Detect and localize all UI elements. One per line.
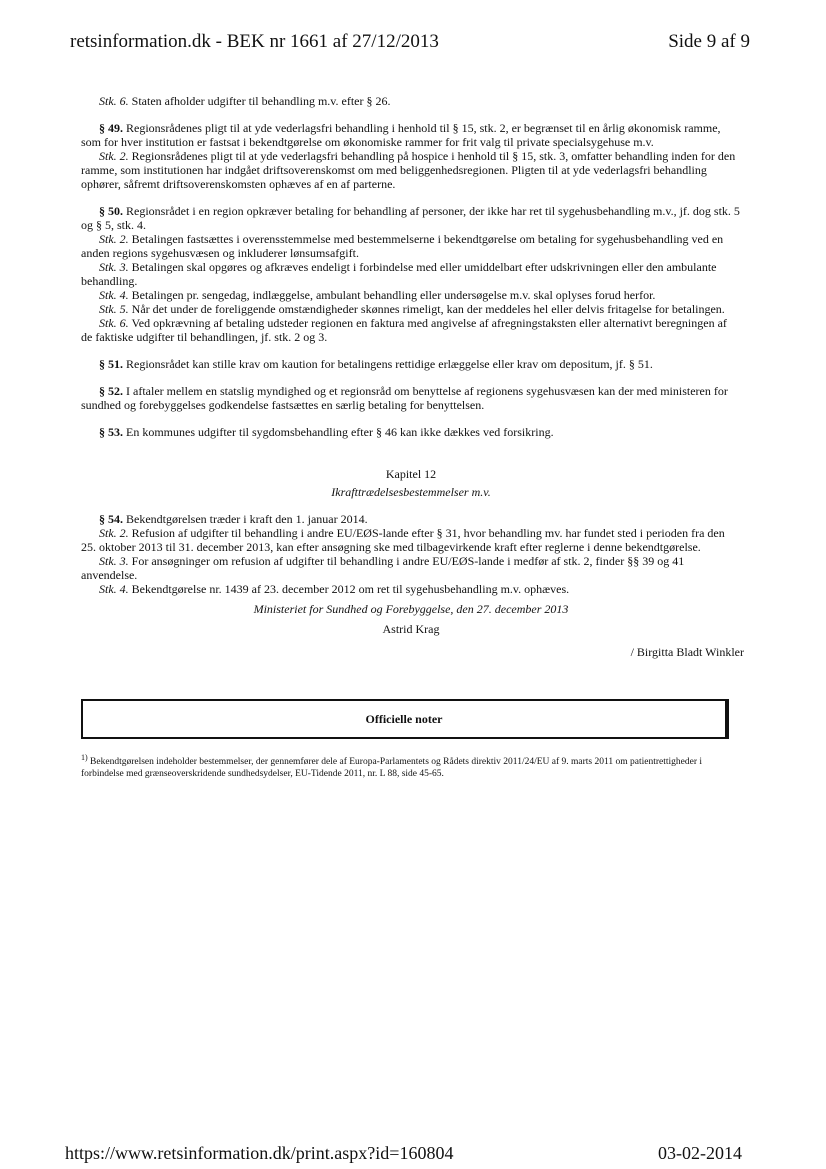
paragraph-text: For ansøgninger om refusion af udgifter til behandling i andre EU/EØS-lande i medfør af stk. 2, finder §§ 39 og 41 anvendelse. (81, 554, 685, 582)
official-notes-title: Officielle noter (365, 711, 443, 726)
chapter-subtitle: Ikrafttrædelsesbestemmelser m.v. (331, 485, 491, 499)
section-number: § 51. (99, 357, 123, 371)
section-number: § 54. (99, 512, 123, 526)
section-number: § 52. (99, 384, 123, 398)
paragraph-text: Refusion af udgifter til behandling i andre EU/EØS-lande efter § 31, hvor behandling mv. har fundet sted i perioden fra den 25. oktober 2013 til 31. december 2013, kan efter ansøgning ske med tilbagevirkende kraft efter reglerne i denne bekendtgørelse. (81, 526, 725, 554)
signature-ministry: Ministeriet for Sundhed og Forebyggelse, den 27. december 2013 (253, 602, 569, 616)
paragraph-label: Stk. 2. (99, 526, 129, 540)
paragraph-stk-6 (81, 94, 741, 108)
section-text: Regionsrådenes pligt til at yde vederlagsfri behandling i henhold til § 15, stk. 2, er begrænset til en årlig økonomisk ramme, som for hver institution er fastsat i bekendtgørelse om økonomiske rammer for frit valg til private specialsygehuse m.v. (81, 121, 721, 149)
footnote-marker: 1) (81, 753, 88, 762)
paragraph-text: Staten afholder udgifter til behandling m.v. efter § 26. (128, 94, 391, 108)
chapter-title: Kapitel 12 (385, 467, 437, 481)
paragraph-label: Stk. 3. (99, 260, 129, 274)
section-54-stk-4 (81, 582, 741, 596)
section-number: § 53. (99, 425, 123, 439)
signature-by: / Birgitta Bladt Winkler (630, 645, 744, 659)
paragraph-text: Ved opkrævning af betaling udsteder regionen en faktura med angivelse af afregningstaksten eller alternativt beregningen af de faktiske udgifter til behandlingen, jf. stk. 2 og 3. (81, 316, 727, 344)
section-text: Bekendtgørelsen træder i kraft den 1. januar 2014. (123, 512, 368, 526)
paragraph-text: Betalingen pr. sengedag, indlæggelse, ambulant behandling eller undersøgelse m.v. skal oplyses forud herfor. (128, 288, 656, 302)
section-50 (81, 204, 741, 232)
section-50-stk-3 (81, 260, 741, 288)
section-54-stk-3 (81, 554, 741, 582)
paragraph-text: Betalingen fastsættes i overensstemmelse med bestemmelserne i bekendtgørelse om betaling for sygehusbehandling ved en anden regions sygehusvæsen og inkluderer lønsumsafgift. (81, 232, 724, 260)
section-number: § 49. (99, 121, 123, 135)
header-page-number: Side 9 af 9 (668, 31, 750, 52)
paragraph-label: Stk. 4. (99, 288, 129, 302)
paragraph-label: Stk. 2. (99, 149, 129, 163)
section-50-stk-2 (81, 232, 741, 260)
footnote-text: Bekendtgørelsen indeholder bestemmelser, der gennemfører dele af Europa-Parlamentets og Rådets direktiv 2011/24/EU af 9. marts 2011 om patientrettigheder i forbindelse med grænseoverskridende sundhedsydelser, EU-Tidende 2011, nr. L 88, side 45-65. (81, 757, 703, 780)
footnote (81, 752, 731, 780)
section-50-stk-4 (81, 288, 741, 302)
section-text: Regionsrådet kan stille krav om kaution for betalingens rettidige erlæggelse eller krav om depositum, jf. § 51. (123, 357, 653, 371)
paragraph-label: Stk. 6. (99, 316, 129, 330)
paragraph-label: Stk. 3. (99, 554, 129, 568)
paragraph-label: Stk. 6. (99, 94, 129, 108)
section-text: I aftaler mellem en statslig myndighed og et regionsråd om benyttelse af regionens sygehusvæsen kan der med ministeren for sundhed og forebyggelses godkendelse fastsættes en særlig betaling for benyttelsen. (81, 384, 728, 412)
official-notes-heading-box (81, 699, 729, 739)
section-51 (81, 357, 741, 371)
paragraph-text: Bekendtgørelse nr. 1439 af 23. december 2012 om ret til sygehusbehandling m.v. ophæves. (128, 582, 570, 596)
section-53 (81, 425, 741, 439)
section-54 (81, 512, 741, 526)
section-text: En kommunes udgifter til sygdomsbehandling efter § 46 kan ikke dækkes ved forsikring. (123, 425, 554, 439)
signature-name: Astrid Krag (382, 622, 440, 636)
paragraph-text: Når det under de foreliggende omstændigheder skønnes rimeligt, kan der meddeles hel eller delvis fritagelse for betalingen. (128, 302, 725, 316)
paragraph-text: Betalingen skal opgøres og afkræves endeligt i forbindelse med eller umiddelbart efter udskrivningen eller den ambulante behandling. (81, 260, 717, 288)
paragraph-label: Stk. 4. (99, 582, 129, 596)
paragraph-label: Stk. 5. (99, 302, 129, 316)
section-number: § 50. (99, 204, 123, 218)
paragraph-label: Stk. 2. (99, 232, 129, 246)
section-52 (81, 384, 741, 412)
footer-url: https://www.retsinformation.dk/print.aspx?id=160804 (65, 1143, 454, 1163)
paragraph-text: Regionsrådenes pligt til at yde vederlagsfri behandling på hospice i henhold til § 15, stk. 3, omfatter behandling inden for den ramme, som institutionen har indgået driftsoverenskomst om med beliggenhedsregionen. Pligten til at yde vederlagsfri behandling ophører, såfremt driftsoverenskomsten ophæves af en af parterne. (81, 149, 736, 191)
section-text: Regionsrådet i en region opkræver betaling for behandling af personer, der ikke har ret til sygehusbehandling m.v., jf. dog stk. 5 og § 5, stk. 4. (81, 204, 740, 232)
section-50-stk-6 (81, 316, 741, 344)
section-49-stk-2 (81, 149, 741, 191)
document-body (81, 94, 744, 659)
header-title: retsinformation.dk - BEK nr 1661 af 27/12/2013 (70, 31, 439, 52)
section-50-stk-5 (81, 302, 741, 316)
footer-date: 03-02-2014 (658, 1143, 742, 1163)
section-49 (81, 121, 741, 149)
section-54-stk-2 (81, 526, 741, 554)
